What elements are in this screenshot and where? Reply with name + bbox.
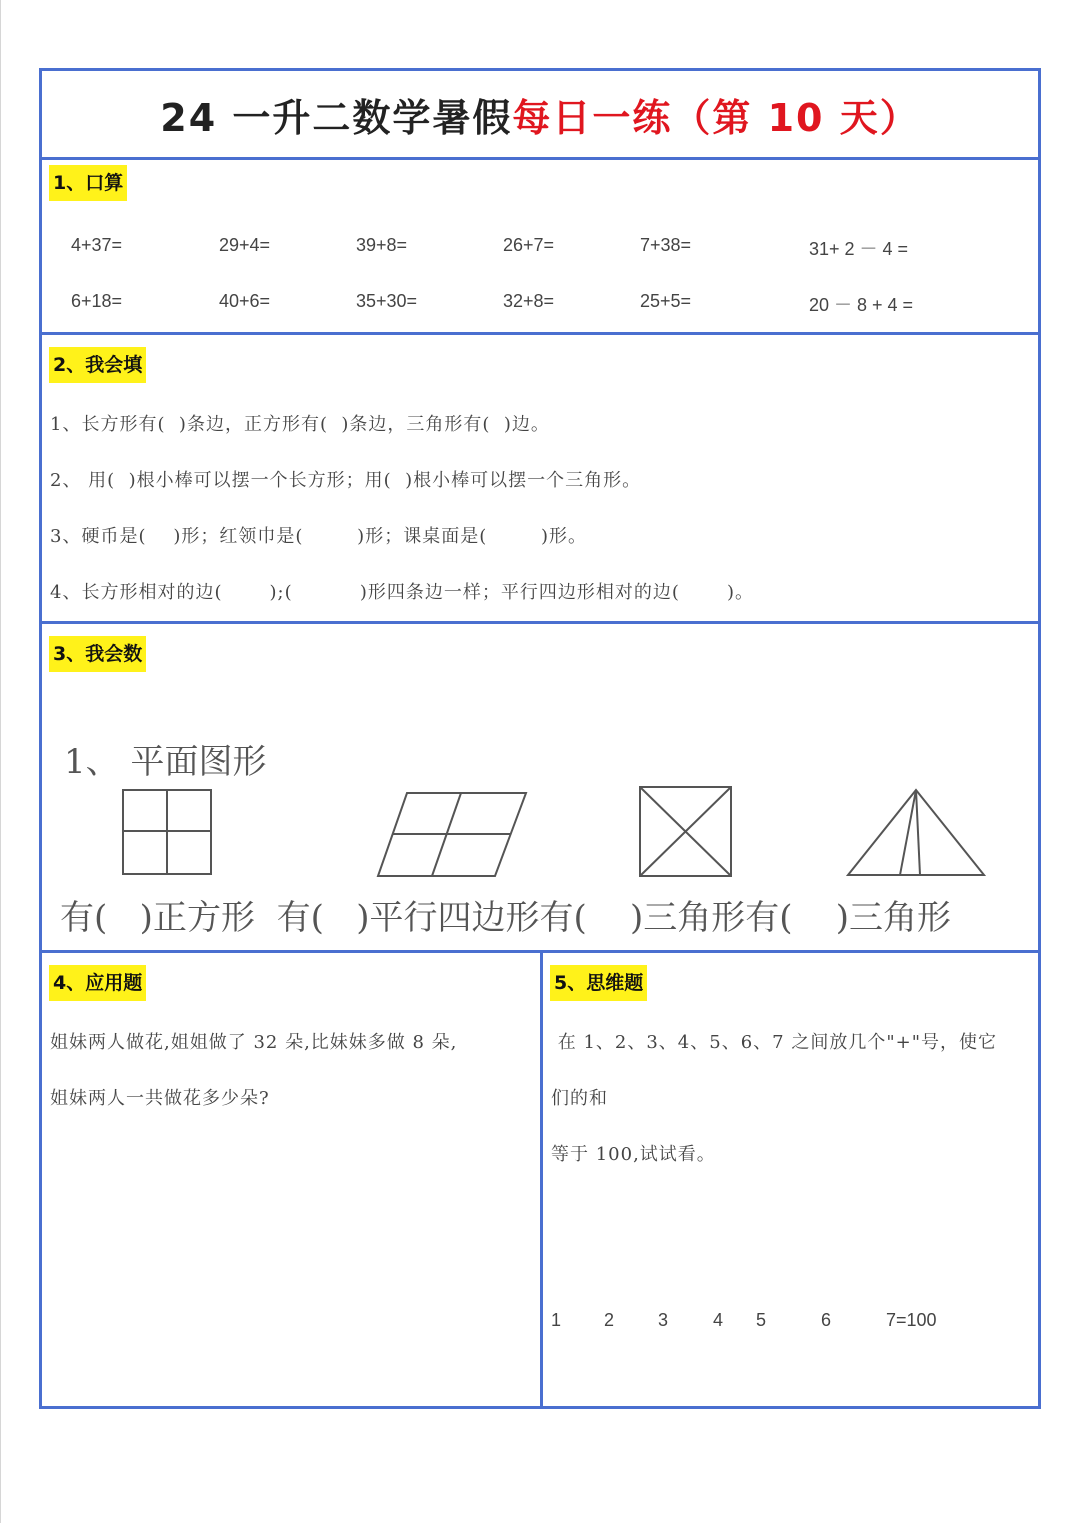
window-square-icon [122,789,214,877]
calc-item: 35+30= [356,291,418,311]
fill-question: 1、长方形有( )条边，正方形有( )条边，三角形有( )边。 [50,414,550,435]
fill-question: 2、 用( )根小棒可以摆一个长方形；用( )根小棒可以摆一个三角形。 [50,470,642,491]
worksheet-frame [39,68,1041,1409]
crossed-square-icon [639,786,733,878]
section-heading: 1、口算 [49,165,127,201]
fill-question: 4、长方形相对的边( );( )形四条边一样；平行四边形相对的边( )。 [50,582,754,603]
problem-text: 姐妹两人一共做花多少朵? [50,1088,270,1109]
title-red: 每日一练（第 10 天） [512,96,920,140]
title-black: 24 一升二数学暑假 [160,96,513,140]
title-box [39,68,1041,160]
calc-item: 40+6= [219,291,271,311]
section-counting [39,621,1041,953]
section-oral-calc [39,157,1041,335]
calc-item: 32+8= [503,291,555,311]
calc-item: 39+8= [356,235,408,255]
counting-subtitle: 1、 平面图形 [64,742,267,782]
puzzle-number: 2 [604,1310,615,1330]
puzzle-number: 4 [713,1310,724,1330]
section-heading: 5、思维题 [550,965,647,1001]
calc-item: 29+4= [219,235,271,255]
puzzle-number: 6 [821,1310,832,1330]
puzzle-text: 在 1、2、3、4、5、6、7 之间放几个"+"号，使它 [551,1032,997,1053]
calc-item: 20 － 8 + 4 = [809,295,914,315]
calc-item: 7+38= [640,235,692,255]
split-triangle-icon [847,789,987,877]
section-thinking [540,950,1041,1409]
puzzle-number: 3 [658,1310,669,1330]
page-title [42,87,1038,142]
calc-item: 26+7= [503,235,555,255]
puzzle-number: 1 [551,1310,562,1330]
calc-item: 6+18= [71,291,123,311]
problem-text: 姐妹两人做花,姐姐做了 32 朵,比妹妹多做 8 朵, [50,1032,458,1053]
calc-item: 4+37= [71,235,123,255]
section-heading: 2、我会填 [49,347,146,383]
puzzle-number: 5 [756,1310,767,1330]
section-heading: 3、我会数 [49,636,146,672]
puzzle-text: 们的和 [551,1088,608,1109]
calc-item: 31+ 2 － 4 = [809,239,909,259]
puzzle-number: 7=100 [886,1310,937,1330]
fill-question: 3、硬币是( )形；红领巾是( )形；课桌面是( )形。 [50,526,588,547]
section-fill-in [39,332,1041,624]
counting-answer-line: 有( )正方形 有( )平行四边形有( )三角形有( )三角形 [60,898,952,938]
puzzle-text: 等于 100,试试看。 [551,1144,716,1165]
divided-parallelogram-icon [377,792,529,878]
section-heading: 4、应用题 [49,965,146,1001]
page-edge [0,0,1,1523]
section-word-problem [39,950,543,1409]
calc-item: 25+5= [640,291,692,311]
